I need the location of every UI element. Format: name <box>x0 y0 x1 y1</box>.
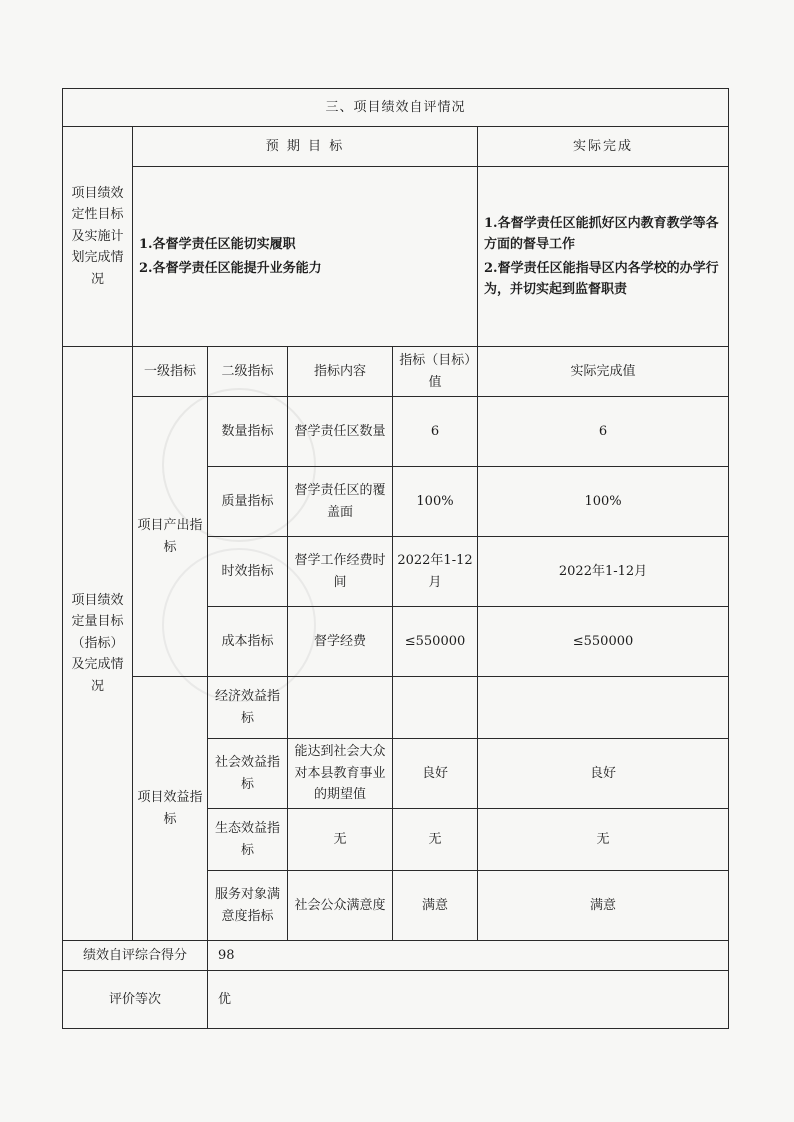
target-cell: 100% <box>393 467 478 537</box>
level2-cell: 时效指标 <box>208 537 288 607</box>
actual-cell: ≤550000 <box>478 607 729 677</box>
level2-cell: 经济效益指标 <box>208 677 288 739</box>
level2-header: 二级指标 <box>208 347 288 397</box>
actual-cell: 良好 <box>478 739 729 809</box>
quantitative-row-label: 项目绩效定量目标（指标）及完成情况 <box>63 347 133 941</box>
grade-row <box>63 971 729 1029</box>
level2-cell: 生态效益指标 <box>208 809 288 871</box>
expected-goal-header: 预 期 目 标 <box>133 127 478 167</box>
actual-completion-header: 实际完成 <box>478 127 729 167</box>
actual-cell: 满意 <box>478 871 729 941</box>
actual-completion-item: 1.各督学责任区能抓好区内教育教学等各方面的督导工作 <box>484 215 719 253</box>
score-row <box>63 941 729 971</box>
qualitative-header-row <box>63 127 729 167</box>
grade-label: 评价等次 <box>63 971 208 1029</box>
content-cell: 能达到社会大众对本县教育事业的期望值 <box>288 739 393 809</box>
actual-cell <box>478 677 729 739</box>
content-header: 指标内容 <box>288 347 393 397</box>
level2-cell: 社会效益指标 <box>208 739 288 809</box>
level2-cell: 数量指标 <box>208 397 288 467</box>
actual-completion-item: 2.督学责任区能指导区内各学校的办学行为，并切实起到监督职责 <box>484 260 719 297</box>
actual-cell: 无 <box>478 809 729 871</box>
quantitative-header-row <box>63 347 729 397</box>
performance-evaluation-table <box>62 88 729 1029</box>
expected-goal-item: 1.各督学责任区能切实履职 <box>139 237 296 253</box>
expected-goal-list <box>133 167 478 347</box>
target-header: 指标（目标）值 <box>393 347 478 397</box>
target-cell: 良好 <box>393 739 478 809</box>
output-indicator-group: 项目产出指标 <box>133 397 208 677</box>
target-cell: 满意 <box>393 871 478 941</box>
expected-goal-item: 2.各督学责任区能提升业务能力 <box>139 260 322 276</box>
actual-value-header: 实际完成值 <box>478 347 729 397</box>
benefit-indicator-group: 项目效益指标 <box>133 677 208 941</box>
grade-value: 优 <box>208 971 729 1029</box>
level2-cell: 服务对象满意度指标 <box>208 871 288 941</box>
actual-cell: 2022年1-12月 <box>478 537 729 607</box>
table-row <box>63 677 729 739</box>
content-cell <box>288 677 393 739</box>
actual-cell: 100% <box>478 467 729 537</box>
target-cell: 6 <box>393 397 478 467</box>
content-cell: 督学工作经费时间 <box>288 537 393 607</box>
title-row <box>63 89 729 127</box>
score-label: 绩效自评综合得分 <box>63 941 208 971</box>
level1-header: 一级指标 <box>133 347 208 397</box>
target-cell: ≤550000 <box>393 607 478 677</box>
qualitative-row-label: 项目绩效定性目标及实施计划完成情况 <box>63 127 133 347</box>
level2-cell: 成本指标 <box>208 607 288 677</box>
actual-cell: 6 <box>478 397 729 467</box>
section-title: 三、项目绩效自评情况 <box>63 89 729 127</box>
target-cell: 无 <box>393 809 478 871</box>
level2-cell: 质量指标 <box>208 467 288 537</box>
target-cell: 2022年1-12月 <box>393 537 478 607</box>
table-row <box>63 397 729 467</box>
content-cell: 无 <box>288 809 393 871</box>
score-value: 98 <box>208 941 729 971</box>
content-cell: 社会公众满意度 <box>288 871 393 941</box>
content-cell: 督学责任区的覆盖面 <box>288 467 393 537</box>
target-cell <box>393 677 478 739</box>
content-cell: 督学责任区数量 <box>288 397 393 467</box>
qualitative-content-row <box>63 167 729 347</box>
content-cell: 督学经费 <box>288 607 393 677</box>
actual-completion-list <box>478 167 729 347</box>
